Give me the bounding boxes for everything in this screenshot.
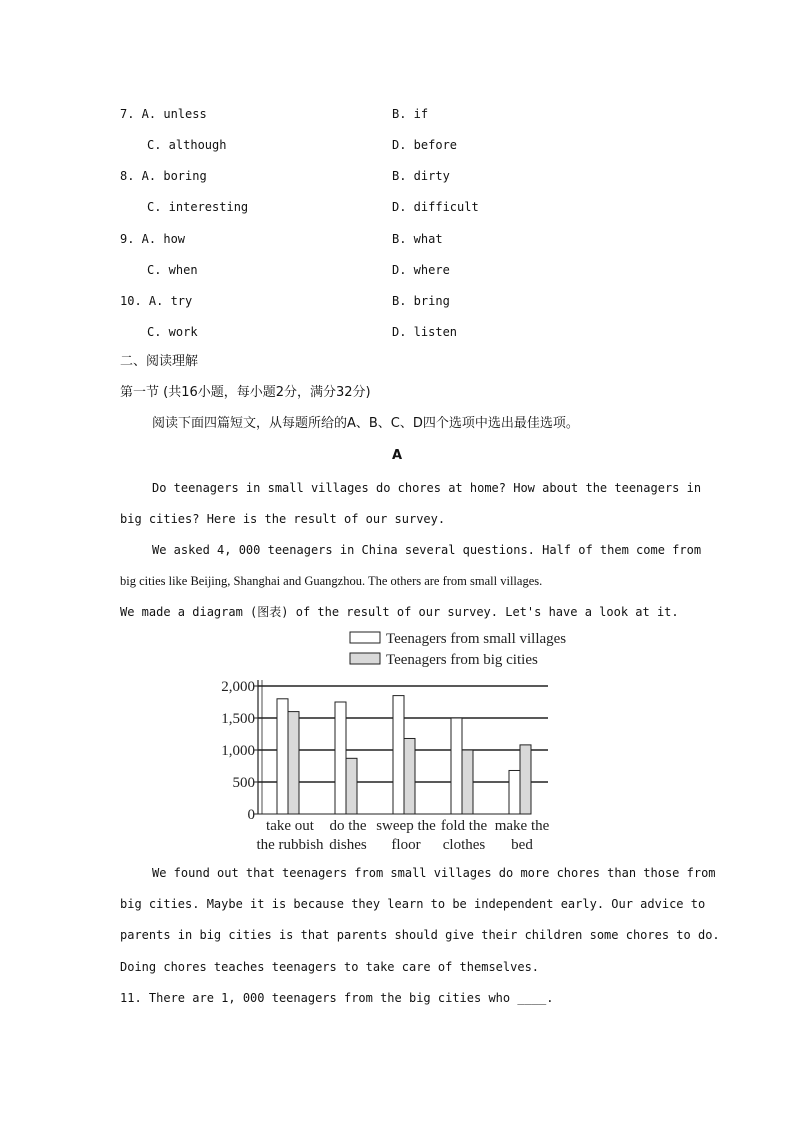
- legend-label-0: Teenagers from small villages: [386, 631, 567, 647]
- chart-bars: [277, 696, 531, 814]
- option-8b: B. dirty: [392, 169, 450, 183]
- section-instruction: 阅读下面四篇短文，从每题所给的A、B、C、D四个选项中选出最佳选项。: [152, 416, 579, 431]
- passage-p3-line1: We found out that teenagers from small villages do more chores than those from: [152, 866, 716, 880]
- option-7c: C. although: [147, 138, 227, 152]
- passage-p2-line1: We asked 4, 000 teenagers in China several questions. Half of them come from: [152, 543, 702, 557]
- x-tick-label: make the: [494, 818, 550, 834]
- y-tick-label: 1,500: [221, 711, 255, 727]
- option-8c: C. interesting: [147, 200, 249, 214]
- passage-p1-line1: Do teenagers in small villages do chores at home? How about the teenagers in: [152, 481, 702, 495]
- y-tick-label: 1,000: [221, 743, 255, 759]
- passage-p2-line3: We made a diagram (图表) of the result of our survey. Let's have a look at it.: [120, 605, 679, 619]
- section-heading: 二、阅读理解: [120, 354, 199, 369]
- bar-0-1: [335, 702, 346, 814]
- legend-swatch-1: [350, 653, 380, 664]
- option-9b: B. what: [392, 232, 443, 246]
- chores-bar-chart: [210, 628, 580, 854]
- option-10b: B. bring: [392, 294, 450, 308]
- legend-label-1: Teenagers from big cities: [386, 652, 538, 668]
- option-7a: 7. A. unless: [120, 107, 207, 121]
- x-tick-label: floor: [391, 837, 421, 853]
- option-7b: B. if: [392, 107, 429, 121]
- bar-0-0: [277, 699, 288, 814]
- bar-1-1: [346, 758, 357, 814]
- x-tick-label: take out: [266, 818, 314, 834]
- bar-1-2: [404, 738, 415, 814]
- passage-p1-line2: big cities? Here is the result of our survey.: [120, 512, 446, 526]
- x-tick-label: sweep the: [376, 818, 436, 834]
- bar-1-4: [520, 745, 531, 814]
- passage-p2-line2: big cities like Beijing, Shanghai and Guangzhou. The others are from small villages.: [120, 574, 543, 588]
- x-tick-label: fold the: [440, 818, 488, 834]
- option-8a: 8. A. boring: [120, 169, 207, 183]
- x-tick-label: dishes: [329, 837, 367, 853]
- passage-p3-line2: big cities. Maybe it is because they learn to be independent early. Our advice to: [120, 897, 706, 911]
- option-10a: 10. A. try: [120, 294, 193, 308]
- chart-legend: [350, 631, 566, 668]
- y-tick-label: 2,000: [221, 679, 255, 695]
- bar-0-4: [509, 770, 520, 814]
- chart-x-labels: [256, 818, 549, 853]
- question-11: 11. There are 1, 000 teenagers from the big cities who ____.: [120, 991, 554, 1005]
- bar-1-0: [288, 712, 299, 814]
- x-tick-label: the rubbish: [256, 837, 324, 853]
- x-tick-label: do the: [329, 818, 367, 834]
- bar-0-3: [451, 718, 462, 814]
- x-tick-label: clothes: [442, 837, 486, 853]
- legend-swatch-0: [350, 632, 380, 643]
- option-9c: C. when: [147, 263, 198, 277]
- section-subheading: 第一节 (共16小题，每小题2分，满分32分): [120, 385, 371, 400]
- option-9d: D. where: [392, 263, 450, 277]
- y-tick-label: 0: [247, 807, 255, 823]
- x-tick-label: bed: [511, 837, 533, 853]
- option-9a: 9. A. how: [120, 232, 186, 246]
- option-10c: C. work: [147, 325, 198, 339]
- y-tick-label: 500: [232, 775, 255, 791]
- option-8d: D. difficult: [392, 200, 479, 214]
- option-10d: D. listen: [392, 325, 458, 339]
- bar-0-2: [393, 696, 404, 814]
- option-7d: D. before: [392, 138, 458, 152]
- passage-p3-line3: parents in big cities is that parents should give their children some chores to do.: [120, 928, 720, 942]
- bar-1-3: [462, 750, 473, 814]
- passage-p3-line4: Doing chores teaches teenagers to take care of themselves.: [120, 960, 540, 974]
- passage-label: A: [392, 448, 403, 463]
